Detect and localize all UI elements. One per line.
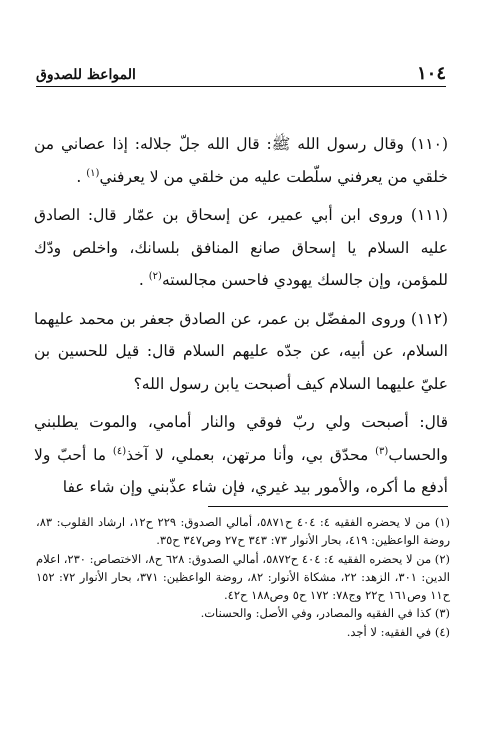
- paragraph-tail: .: [76, 167, 87, 186]
- footnote-ref[interactable]: (٣): [375, 445, 389, 457]
- paragraph-tail: محدّق بي، وأنا مرتهن، بعملي، لا آخذ: [126, 445, 376, 464]
- running-title: المواعظ للصدوق: [36, 67, 136, 83]
- page-header: [36, 60, 446, 87]
- paragraph-text: (١١٢) وروى المفضّل بن عمر، عن الصادق جعفر بن محمد عليهما السلام، عن أبيه، عن جدّه عليهم السلام قال: قيل للحسين بن عليّ عليهما السلام كيف أصبحت يابن رسول الله؟: [34, 309, 448, 393]
- paragraph-tail: ما أحبّ ولا أدفع ما أكره، والأمور بيد غيري، فإن شاء عذّبني وإن شاء عفا: [34, 445, 448, 496]
- footnote: (٤) في الفقيه: لا أجد.: [346, 624, 450, 639]
- paragraph-text: قال: أصبحت ولي ربّ فوقي والنار أمامي، والموت يطلبني والحساب: [34, 413, 448, 464]
- hadith-paragraph: [34, 303, 448, 401]
- footnote: (٢) من لا يحضره الفقيه ٤: ٤٠٤ ح٥٨٧٢، أمالي الصدوق: ٦٢٨ ح٨، الاختصاص: ٢٣٠، اعلام الدين: ٣٠١، الزهد: ٢٢، مشكاة الأنوار: ٨٢، روضة الواعظين: ٣٧١، بحار الأنوار ٧٢: ١٥٢ ح١١ وص١٦١ ح٢٢ وج٧٨: ١٧٢ ح٥ وص١٨٨ ح٤٢.: [36, 551, 450, 603]
- hadith-paragraph: [34, 128, 448, 193]
- footnote: (١) من لا يحضره الفقيه ٤: ٤٠٤ ح٥٨٧١، أمالي الصدوق: ٢٢٩ ح١٢، ارشاد القلوب: ٨٣، روضة الواعظين: ٤١٩، بحار الأنوار ٧٣: ٣٤٣ ح٢٧ وص٣٤٧ ح٣٥.: [36, 515, 450, 548]
- footnote-ref[interactable]: (٢): [148, 270, 162, 282]
- footnote: (٣) كذا في الفقيه والمصادر، وفي الأصل: والحسنات.: [200, 606, 450, 621]
- paragraph-text: (١١٠) وقال رسول الله ﷺ: قال الله جلّ جلاله: إذا عصاني من خلقي من يعرفني سلّطت عليه من خلقي من لا يعرفني: [34, 135, 448, 186]
- hadith-paragraph: [34, 199, 448, 297]
- footnote-ref[interactable]: (٤): [112, 445, 127, 457]
- paragraph-text: (١١١) وروى ابن أبي عمير، عن إسحاق بن عمّار قال: الصادق عليه السلام يا إسحاق صانع المنافق بلسانك، واخلص ودّك للمؤمن، وإن جالسك يهودي فاحسن مجالسته: [34, 206, 448, 289]
- footnote-ref[interactable]: (١): [86, 167, 100, 179]
- page-number: ١٠٤: [416, 63, 446, 84]
- hadith-paragraph: [34, 406, 448, 504]
- main-text: [34, 128, 448, 510]
- paragraph-tail: .: [138, 271, 149, 289]
- footnotes: [36, 513, 450, 641]
- footnote-divider: [208, 506, 448, 507]
